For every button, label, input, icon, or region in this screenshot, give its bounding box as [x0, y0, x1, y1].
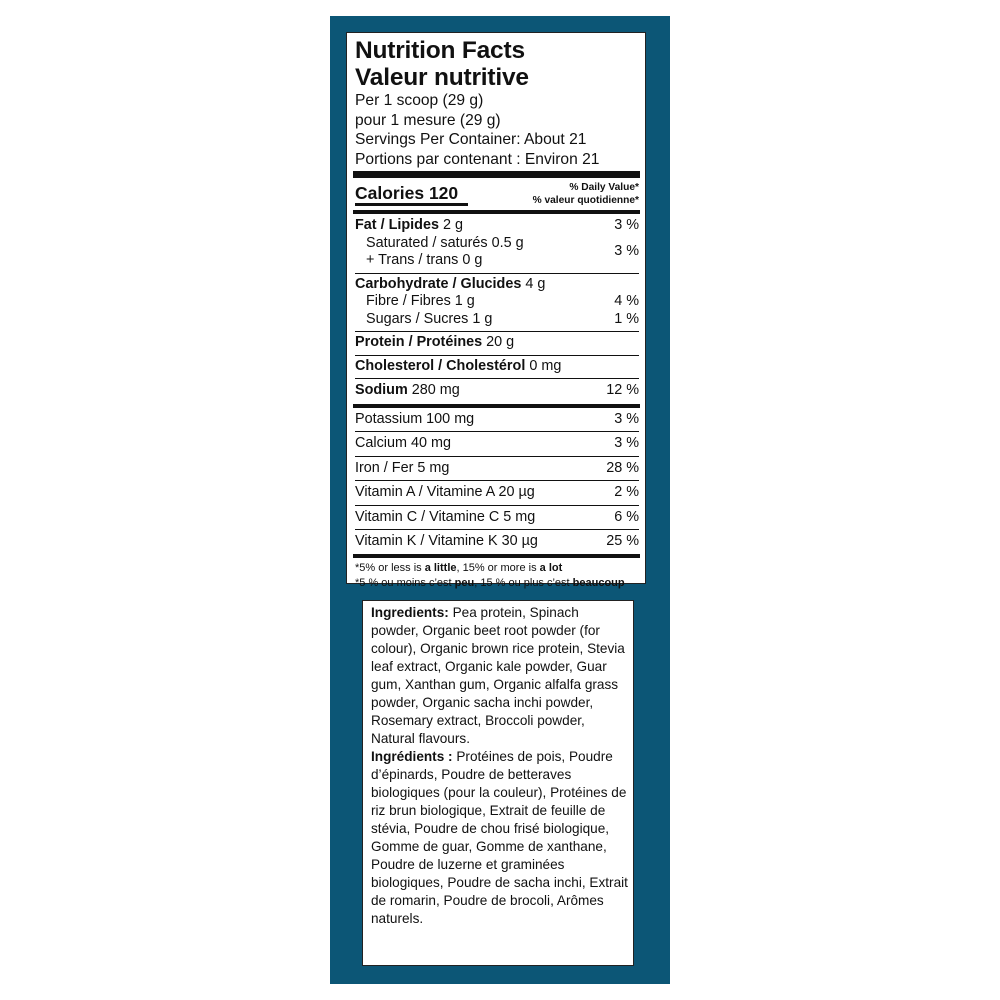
nutrition-facts-label: [346, 32, 646, 589]
sugars-row: Sugars / Sucres 1 g 1 %: [366, 310, 639, 327]
footnote: [355, 558, 639, 591]
ingredients-fr: Ingrédients : Protéines de pois, Poudre d’épinards, Poudre de betteraves biologiques (pour la couleur), Protéines de riz brun biologique, Extrait de feuille de stévia, Poudre de chou frisé biologique, Gomme de guar, Gomme de xanthane, Poudre de luzerne et graminées biologiques, Poudre de sacha inchi, Extrait de romarin, Poudre de brocoli, Arômes naturels.: [371, 749, 628, 926]
thick-divider: [353, 171, 640, 178]
ingredients-en: Ingredients: Pea protein, Spinach powder, Organic beet root powder (for colour), Organic brown rice protein, Stevia leaf extract, Organic kale powder, Guar gum, Xanthan gum, Organic alfalfa grass powder, Organic sacha inchi powder, Rosemary extract, Broccoli powder, Natural flavours.: [371, 605, 625, 746]
calcium-row: Calcium 40 mg 3 %: [355, 435, 639, 451]
daily-value-header: % Daily Value* % valeur quotidienne*: [532, 182, 639, 206]
title-en: Nutrition Facts: [355, 37, 525, 64]
calories-row: [355, 178, 639, 205]
fat-group: [355, 214, 639, 273]
calories-underline: [355, 203, 468, 206]
servings-en: Servings Per Container: About 21: [355, 131, 587, 148]
calories: Calories 120: [355, 183, 459, 203]
title-fr: Valeur nutritive: [355, 64, 529, 91]
iron-row: Iron / Fer 5 mg 28 %: [355, 459, 639, 476]
sat-trans-row: Saturated / saturés 0.5 g + Trans / trans 0 g 3 %: [366, 234, 639, 268]
serving-en: Per 1 scoop (29 g): [355, 92, 484, 109]
protein-row: Protein / Protéines 20 g: [355, 334, 515, 350]
sodium-row: Sodium 280 mg 12 %: [355, 382, 639, 398]
vitamin-a-row: Vitamin A / Vitamine A 20 µg 2 %: [355, 484, 639, 500]
ingredients-box: [362, 600, 634, 966]
potassium-row: Potassium 100 mg 3 %: [355, 410, 639, 427]
fibre-row: Fibre / Fibres 1 g 4 %: [366, 293, 639, 309]
fat-row: Fat / Lipides 2 g 3 %: [355, 217, 639, 233]
servings-fr: Portions par contenant : Environ 21: [355, 150, 600, 168]
carb-row: Carbohydrate / Glucides 4 g: [355, 275, 546, 292]
vitamin-c-row: Vitamin C / Vitamine C 5 mg 6 %: [355, 508, 639, 525]
carb-group: [355, 274, 639, 332]
vitamin-k-row: Vitamin K / Vitamine K 30 µg 25 %: [355, 533, 639, 549]
footnote-fr: *5 % ou moins c’est peu, 15 % ou plus c’est beaucoup: [355, 576, 625, 589]
cholesterol-row: Cholesterol / Cholestérol 0 mg: [355, 357, 562, 374]
footnote-en: *5% or less is a little, 15% or more is a lot: [355, 561, 563, 574]
serving-fr: pour 1 mesure (29 g): [355, 111, 501, 129]
